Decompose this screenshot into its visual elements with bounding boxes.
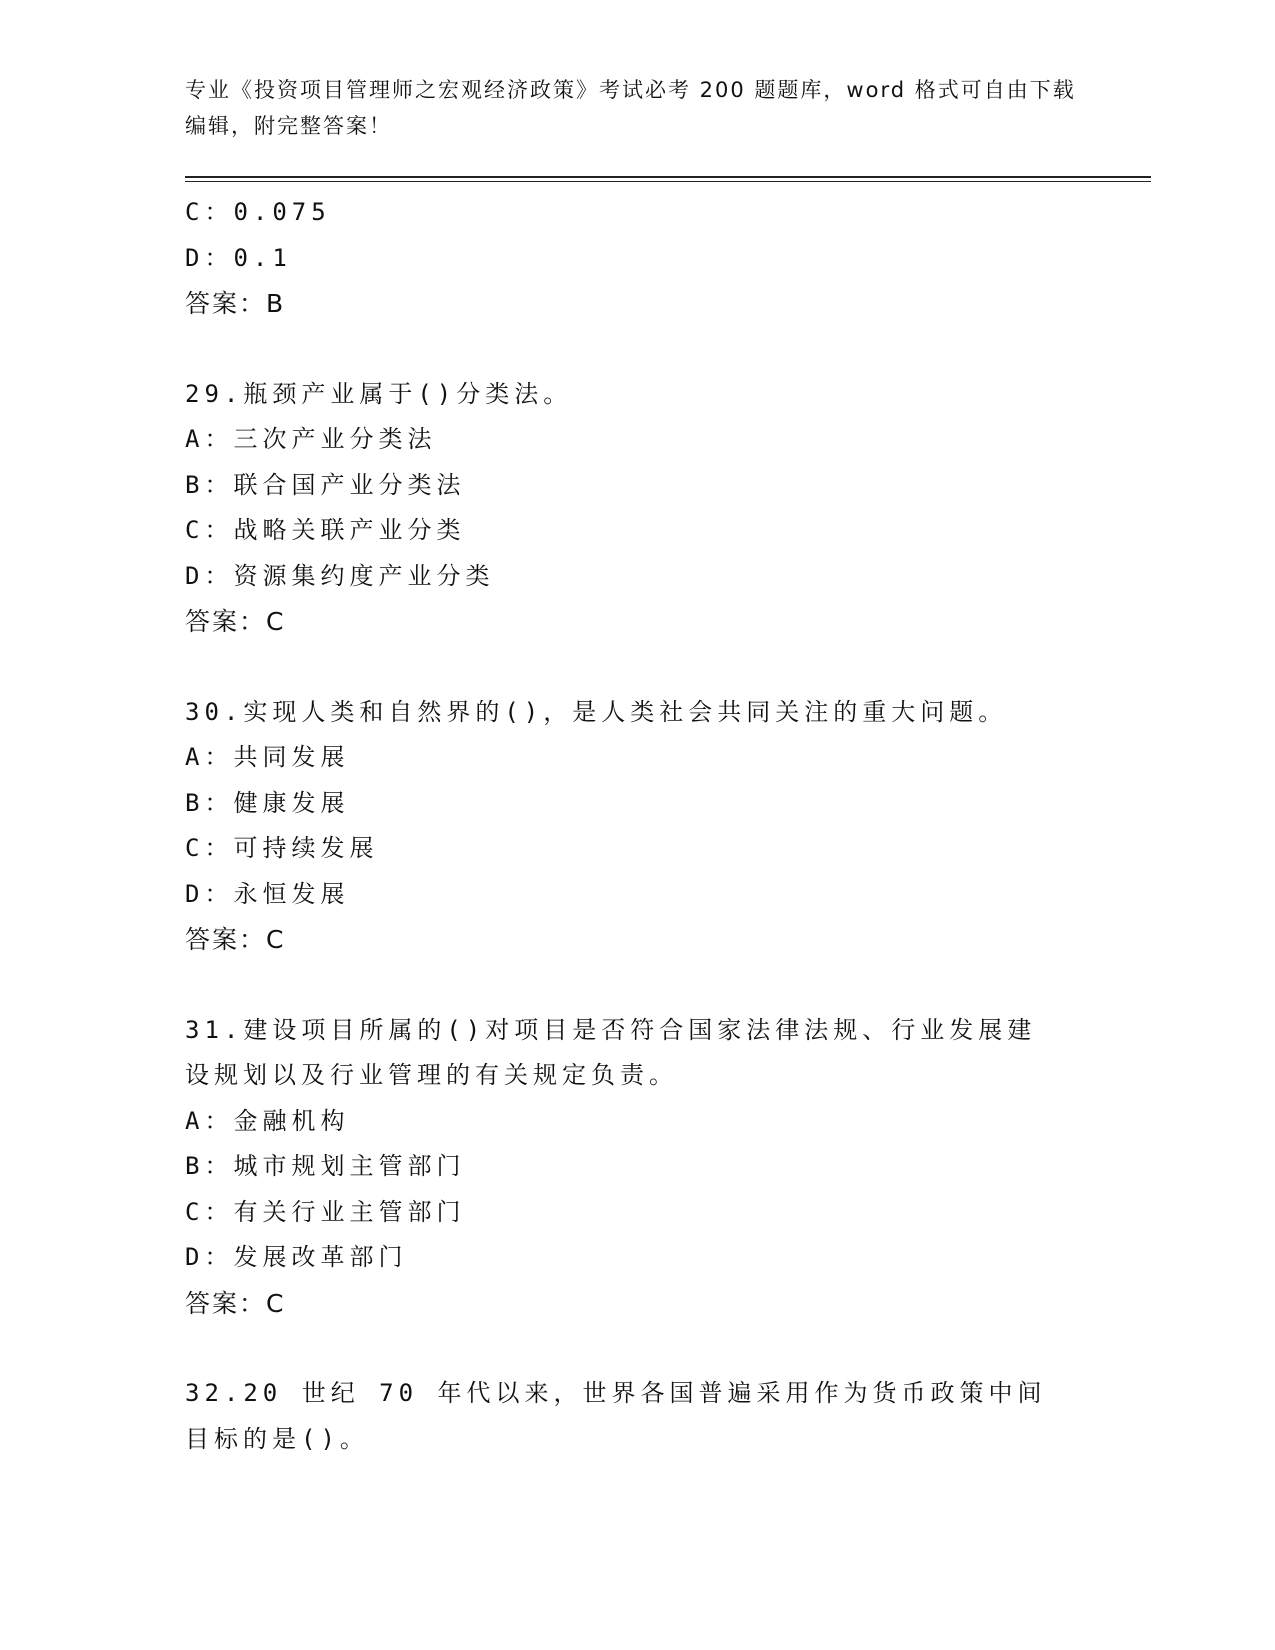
option-c: C：可持续发展 — [185, 834, 379, 862]
spacer — [185, 645, 1085, 690]
question-32 — [185, 1371, 1085, 1462]
question-stem: 32.20 世纪 70 年代以来，世界各国普遍采用作为货币政策中间目标的是()。 — [185, 1379, 1047, 1453]
header-divider — [185, 176, 1151, 182]
page-header: 专业《投资项目管理师之宏观经济政策》考试必考 200 题题库，word 格式可自由下载编辑，附完整答案！ — [185, 78, 1076, 138]
option-d: D：资源集约度产业分类 — [185, 561, 495, 590]
option-a: A：三次产业分类法 — [185, 425, 437, 453]
question-30 — [185, 690, 1085, 963]
option-b: B：健康发展 — [185, 788, 350, 817]
option-a: A：金融机构 — [185, 1106, 350, 1135]
answer-line: 答案：C — [185, 925, 286, 954]
document-body — [185, 190, 1085, 1462]
answer-line: 答案：B — [185, 289, 286, 318]
question-stem: 30.实现人类和自然界的()，是人类社会共同关注的重大问题。 — [185, 697, 1008, 726]
option-b: B：联合国产业分类法 — [185, 470, 466, 499]
question-29 — [185, 372, 1085, 645]
spacer — [185, 327, 1085, 372]
option-c: C：0.075 — [185, 198, 331, 226]
answer-line: 答案：C — [185, 607, 286, 636]
option-a: A：共同发展 — [185, 743, 350, 771]
previous-question-tail — [185, 190, 1085, 327]
spacer — [185, 963, 1085, 1008]
question-stem: 31.建设项目所属的()对项目是否符合国家法律法规、行业发展建设规划以及行业管理的有关规定负责。 — [185, 1015, 1037, 1089]
option-c: C：有关行业主管部门 — [185, 1197, 466, 1226]
answer-line: 答案：C — [185, 1288, 286, 1318]
option-c: C：战略关联产业分类 — [185, 516, 466, 544]
option-b: B：城市规划主管部门 — [185, 1152, 466, 1180]
option-d: D：永恒发展 — [185, 879, 350, 908]
question-stem: 29.瓶颈产业属于()分类法。 — [185, 379, 573, 408]
spacer — [185, 1326, 1085, 1371]
question-31 — [185, 1008, 1085, 1327]
option-d: D：0.1 — [185, 243, 292, 272]
option-d: D：发展改革部门 — [185, 1243, 408, 1271]
